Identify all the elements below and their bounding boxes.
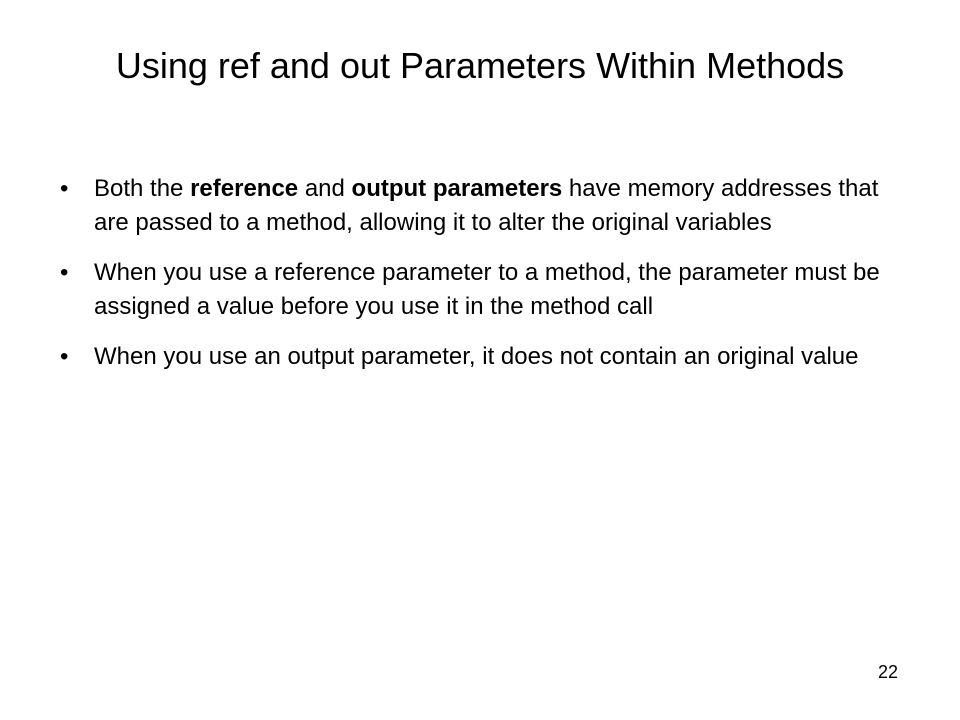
bold-term-output-parameters: output parameters xyxy=(351,175,563,202)
bullet-text-segment: have memory addresses that are passed to a method, allowing it to alter the original variables xyxy=(94,175,879,236)
bullet-text xyxy=(94,259,880,320)
bullet-list xyxy=(60,172,900,390)
bullet-marker-icon: • xyxy=(60,259,69,286)
slide-title: Using ref and out Parameters Within Methods xyxy=(115,45,845,86)
bullet-text xyxy=(94,175,878,236)
bold-term-reference: reference xyxy=(190,175,299,202)
bullet-item xyxy=(60,340,900,374)
bullet-item xyxy=(60,256,900,324)
bullet-marker-icon: • xyxy=(60,175,69,202)
bullet-text-segment: When you use a reference parameter to a method, the parameter must be assigned a value before you use it in the method call xyxy=(94,259,880,320)
bullet-text xyxy=(94,343,859,370)
bullet-text-segment: and xyxy=(298,175,352,202)
bullet-item xyxy=(60,172,900,240)
bullet-text-segment: Both the xyxy=(94,175,191,202)
bullet-marker-icon: • xyxy=(60,343,69,370)
page-number: 22 xyxy=(877,662,898,682)
bullet-text-segment: When you use an output parameter, it does not contain an original value xyxy=(94,343,859,370)
